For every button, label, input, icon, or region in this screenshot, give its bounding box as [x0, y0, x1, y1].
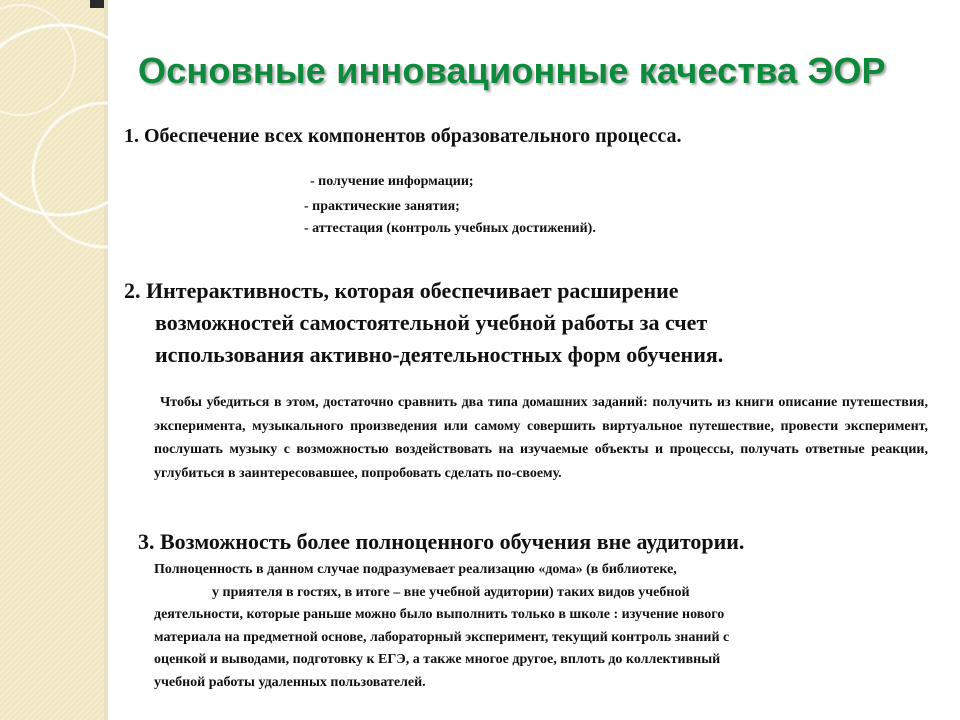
section3-paragraph: [154, 559, 729, 694]
section1-bullet: - аттестация (контроль учебных достижений).: [304, 221, 596, 236]
section2-heading-line: возможностей самостоятельной учебной работы за счет: [155, 310, 708, 335]
section3-paragraph-line: учебной работы удаленных пользователей.: [154, 674, 426, 690]
section1-bullet: - практические занятия;: [304, 199, 460, 214]
decorative-circle-large: [0, 25, 155, 215]
section3-paragraph-line: материала на предметной основе, лабораторный эксперимент, текущий контроль знаний с: [154, 629, 730, 645]
section2-heading-line: использования активно-деятельностных форм обучения.: [155, 342, 724, 367]
section1-bullet: - получение информации;: [310, 174, 474, 189]
section2-paragraph: Чтобы убедиться в этом, достаточно сравнить два типа домашних заданий: получить из книги описание путешествия, эксперимента, музыкального произведения или самому совершить виртуальное путешествие, провести эксперимент, послушать музыку с возможностью воздействовать на изучаемые объекты и процессы, получать ответные реакции, углубиться в заинтересовавшее, попробовать сделать по-своему.: [154, 395, 928, 481]
section3-paragraph-line: у приятеля в гостях, в итоге – вне учебной аудитории) таких видов учебной: [212, 584, 690, 600]
decorative-circle-small: [0, 5, 75, 115]
section3-paragraph-line: деятельности, которые раньше можно было выполнить только в школе : изучение нового: [154, 607, 725, 622]
slide-title: Основные инновационные качества ЭОР: [138, 50, 886, 91]
section3-paragraph-line: оценкой и выводами, подготовку к ЕГЭ, а также многое другое, вплоть до коллективный: [154, 652, 721, 667]
section2-heading-line: 2. Интерактивность, которая обеспечивает расширение: [124, 278, 679, 303]
section3-heading: 3. Возможность более полноценного обучения вне аудитории.: [138, 529, 745, 554]
section3-paragraph-line: Полноценность в данном случае подразумевает реализацию «дома» (в библиотеке,: [154, 562, 677, 577]
section1-heading: 1. Обеспечение всех компонентов образовательного процесса.: [124, 125, 682, 147]
section2-heading: [124, 275, 723, 371]
